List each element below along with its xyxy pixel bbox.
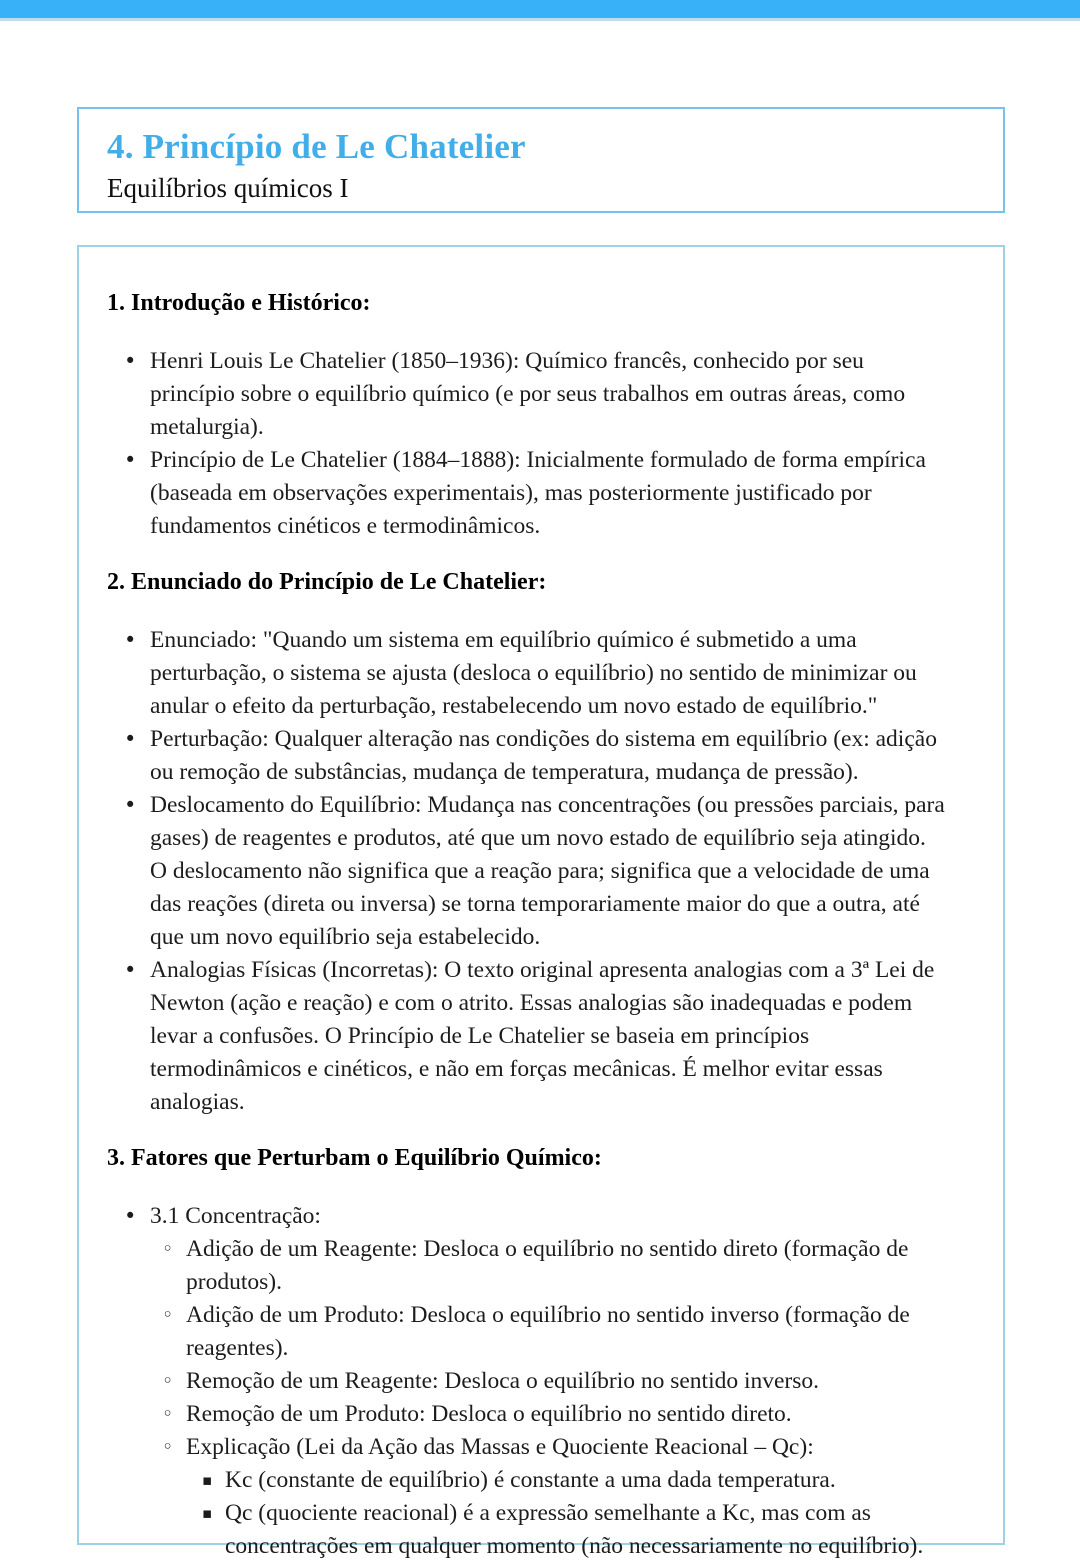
header-card bbox=[77, 107, 1005, 213]
list-item bbox=[124, 954, 945, 1119]
list-item bbox=[162, 1431, 945, 1464]
list-item-text: Analogias Físicas (Incorretas): O texto original apresenta analogias com a 3ª Lei de Newton (ação e reação) e com o atrito. Essas analogias são inadequadas e podem levar a confusões. O Princípio de Le Chatelier se baseia em princípios termodinâmicos e cinéticos, e não em forças mecânicas. É melhor evitar essas analogias. bbox=[150, 957, 935, 1115]
bullet-icon: • bbox=[124, 1204, 137, 1228]
list-item bbox=[162, 1398, 945, 1431]
circle-bullet-icon: ◦ bbox=[162, 1238, 174, 1260]
bullet-icon: • bbox=[124, 628, 137, 652]
list-item bbox=[202, 1464, 945, 1497]
sections-container bbox=[107, 287, 945, 1563]
circle-bullet-icon: ◦ bbox=[162, 1370, 174, 1392]
section-heading: 1. Introdução e Histórico: bbox=[107, 290, 371, 316]
page-subtitle: Equilíbrios químicos I bbox=[107, 173, 349, 203]
list-item bbox=[124, 723, 945, 789]
list-item-text: Explicação (Lei da Ação das Massas e Quociente Reacional – Qc): bbox=[186, 1434, 814, 1460]
list-item bbox=[202, 1497, 945, 1563]
list-item-text: Remoção de um Produto: Desloca o equilíbrio no sentido direto. bbox=[186, 1401, 792, 1427]
list-item bbox=[162, 1365, 945, 1398]
list-item bbox=[162, 1233, 945, 1299]
list-item bbox=[124, 345, 945, 444]
page-title: 4. Princípio de Le Chatelier bbox=[107, 127, 526, 166]
list-item-text: Princípio de Le Chatelier (1884–1888): Inicialmente formulado de forma empírica (baseada em observações experimentais), mas posteriormente justificado por fundamentos cinéticos e termodinâmicos. bbox=[150, 447, 926, 539]
list-item-text: Enunciado: "Quando um sistema em equilíbrio químico é submetido a uma perturbação, o sistema se ajusta (desloca o equilíbrio) no sentido de minimizar ou anular o efeito da perturbação, restabelecendo um novo estado de equilíbrio." bbox=[150, 627, 917, 719]
list-item bbox=[124, 624, 945, 723]
list-item-text: Remoção de um Reagente: Desloca o equilíbrio no sentido inverso. bbox=[186, 1368, 820, 1394]
bullet-icon: • bbox=[124, 727, 137, 751]
section-heading: 3. Fatores que Perturbam o Equilíbrio Químico: bbox=[107, 1145, 602, 1171]
bullet-list bbox=[107, 1200, 945, 1563]
bullet-icon: • bbox=[124, 793, 137, 817]
list-item-text: Qc (quociente reacional) é a expressão semelhante a Kc, mas com as concentrações em qualquer momento (não necessariamente no equilíbrio). bbox=[225, 1500, 924, 1559]
list-item bbox=[162, 1299, 945, 1365]
list-item-text: Perturbação: Qualquer alteração nas condições do sistema em equilíbrio (ex: adição ou remoção de substâncias, mudança de temperatura, mudança de pressão). bbox=[150, 726, 937, 785]
bullet-list bbox=[107, 345, 945, 543]
list-item bbox=[124, 789, 945, 954]
section-heading: 2. Enunciado do Princípio de Le Chatelier: bbox=[107, 569, 547, 595]
square-bullet-icon: ▪ bbox=[202, 1504, 213, 1522]
bullet-list bbox=[107, 624, 945, 1119]
list-item-text: Henri Louis Le Chatelier (1850–1936): Químico francês, conhecido por seu princípio sobre o equilíbrio químico (e por seus trabalhos em outras áreas, como metalurgia). bbox=[150, 348, 906, 440]
top-accent-bar bbox=[0, 0, 1080, 21]
circle-bullet-icon: ◦ bbox=[162, 1436, 174, 1458]
list-item-text: Deslocamento do Equilíbrio: Mudança nas concentrações (ou pressões parciais, para gases) de reagentes e produtos, até que um novo estado de equilíbrio seja atingido. O deslocamento não significa que a reação para; significa que a velocidade de uma das reações (direta ou inversa) se torna temporariamente maior do que a outra, até que um novo equilíbrio seja estabelecido. bbox=[150, 792, 945, 950]
circle-bullet-icon: ◦ bbox=[162, 1304, 174, 1326]
circle-bullet-icon: ◦ bbox=[162, 1403, 174, 1425]
bullet-icon: • bbox=[124, 448, 137, 472]
content-card bbox=[77, 245, 1005, 1559]
square-bullet-icon: ▪ bbox=[202, 1471, 213, 1489]
list-item-text: Kc (constante de equilíbrio) é constante a uma dada temperatura. bbox=[225, 1467, 836, 1493]
list-item bbox=[124, 444, 945, 543]
list-item bbox=[124, 1200, 945, 1233]
bullet-icon: • bbox=[124, 349, 137, 373]
list-item-text: 3.1 Concentração: bbox=[150, 1203, 321, 1229]
bullet-icon: • bbox=[124, 958, 137, 982]
list-item-text: Adição de um Reagente: Desloca o equilíbrio no sentido direto (formação de produtos). bbox=[186, 1236, 909, 1295]
list-item-text: Adição de um Produto: Desloca o equilíbrio no sentido inverso (formação de reagentes). bbox=[186, 1302, 910, 1361]
